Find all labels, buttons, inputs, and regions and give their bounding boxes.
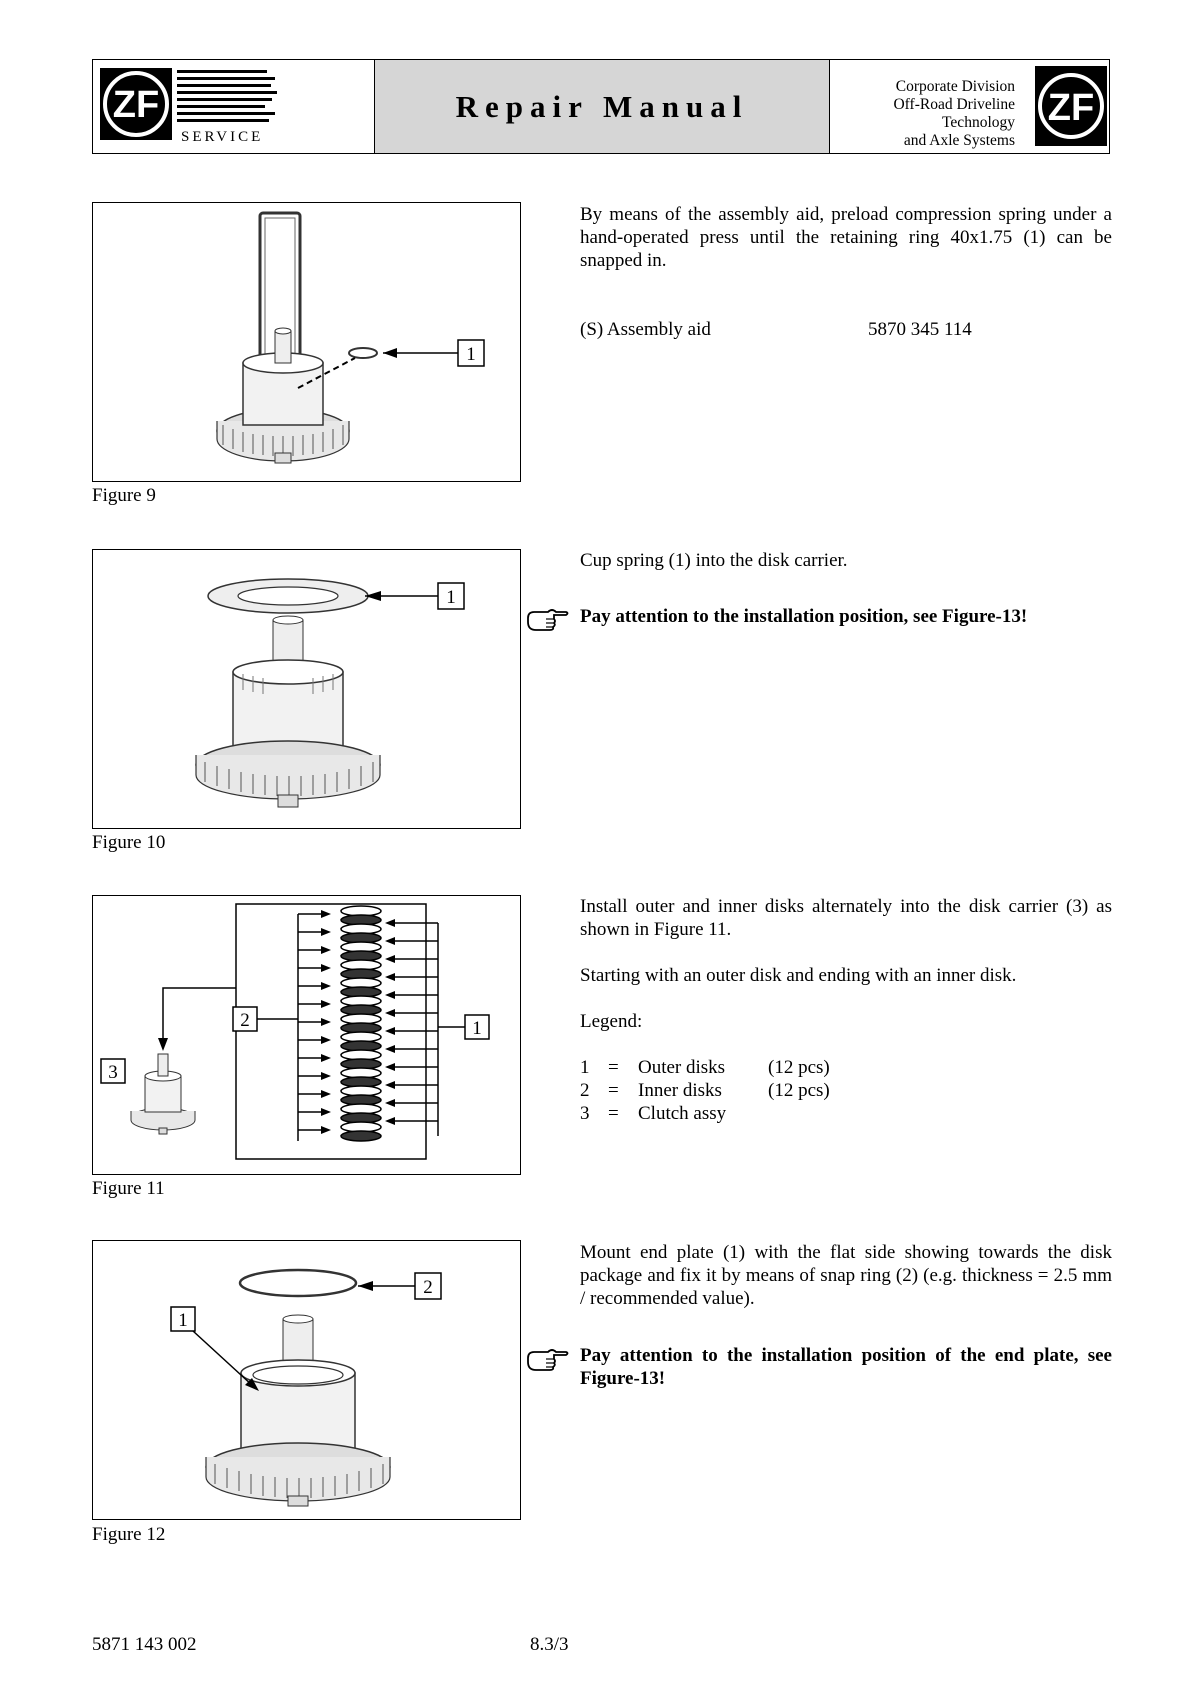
pointing-hand-icon	[526, 1346, 570, 1372]
page-number: 8.3/3	[530, 1634, 569, 1655]
assembly-aid-row	[580, 318, 1112, 341]
figure-9-image	[92, 202, 521, 482]
svg-text:ZF: ZF	[1047, 87, 1095, 129]
figure-10-caption: Figure 10	[92, 832, 166, 853]
legend-list	[580, 1056, 1112, 1125]
legend-item: 2 = Inner disks (12 pcs)	[580, 1080, 830, 1101]
zf-service-logo	[93, 60, 375, 153]
figure-10-instruction: Cup spring (1) into the disk carrier.	[580, 550, 848, 571]
figure-9-instruction: By means of the assembly aid, preload compression spring under a hand-operated press until the retaining ring 40x1.75 (1) can be snapped in.	[580, 204, 1112, 271]
figure-12-instruction: Mount end plate (1) with the flat side showing towards the disk package and fix it by means of snap ring (2) (e.g. thickness = 2.5 mm / recommended value).	[580, 1242, 1112, 1309]
figure-9-caption: Figure 9	[92, 485, 156, 506]
figure-12-caption: Figure 12	[92, 1524, 166, 1545]
doc-number: 5871 143 002	[92, 1634, 197, 1655]
header-corporate-box	[830, 60, 1110, 153]
figure-11-caption: Figure 11	[92, 1178, 165, 1199]
pointing-hand-icon	[526, 606, 570, 632]
figure-10-image	[92, 549, 521, 829]
page-header	[92, 59, 1110, 154]
service-text: SERVICE	[181, 129, 264, 145]
figure-11-instruction-2: Starting with an outer disk and ending with an inner disk.	[580, 965, 1017, 986]
callout-1: 1	[178, 1310, 188, 1331]
figure-11-image	[92, 895, 521, 1175]
header-title-box	[375, 60, 830, 153]
tool-label: (S) Assembly aid	[580, 319, 711, 340]
callout-1: 1	[446, 587, 456, 608]
page-title: Repair Manual	[455, 88, 749, 124]
legend-item: 3 = Clutch assy	[580, 1103, 727, 1124]
callout-1: 1	[466, 344, 476, 365]
zf-service-logo-box	[93, 60, 375, 153]
legend-item: 1 = Outer disks (12 pcs)	[580, 1057, 830, 1078]
corporate-line: Off-Road Driveline	[893, 96, 1015, 113]
corporate-line: and Axle Systems	[903, 132, 1015, 149]
callout-1: 1	[472, 1018, 482, 1039]
tool-number: 5870 345 114	[868, 319, 972, 340]
svg-text:ZF: ZF	[112, 84, 160, 126]
figure-11-instruction: Install outer and inner disks alternately into the disk carrier (3) as shown in Figure 11.	[580, 896, 1112, 940]
zf-logo	[1035, 66, 1107, 146]
callout-3: 3	[108, 1062, 118, 1083]
corporate-line: Technology	[942, 114, 1015, 131]
corporate-division	[893, 78, 1015, 150]
figure-12-image	[92, 1240, 521, 1520]
figure-12-note: Pay attention to the installation position of the end plate, see Figure-13!	[580, 1345, 1112, 1389]
figure-10-note: Pay attention to the installation position, see Figure-13!	[580, 606, 1028, 627]
callout-2: 2	[240, 1010, 250, 1031]
callout-2: 2	[423, 1277, 433, 1298]
legend-title: Legend:	[580, 1011, 643, 1032]
corporate-line: Corporate Division	[895, 78, 1015, 95]
